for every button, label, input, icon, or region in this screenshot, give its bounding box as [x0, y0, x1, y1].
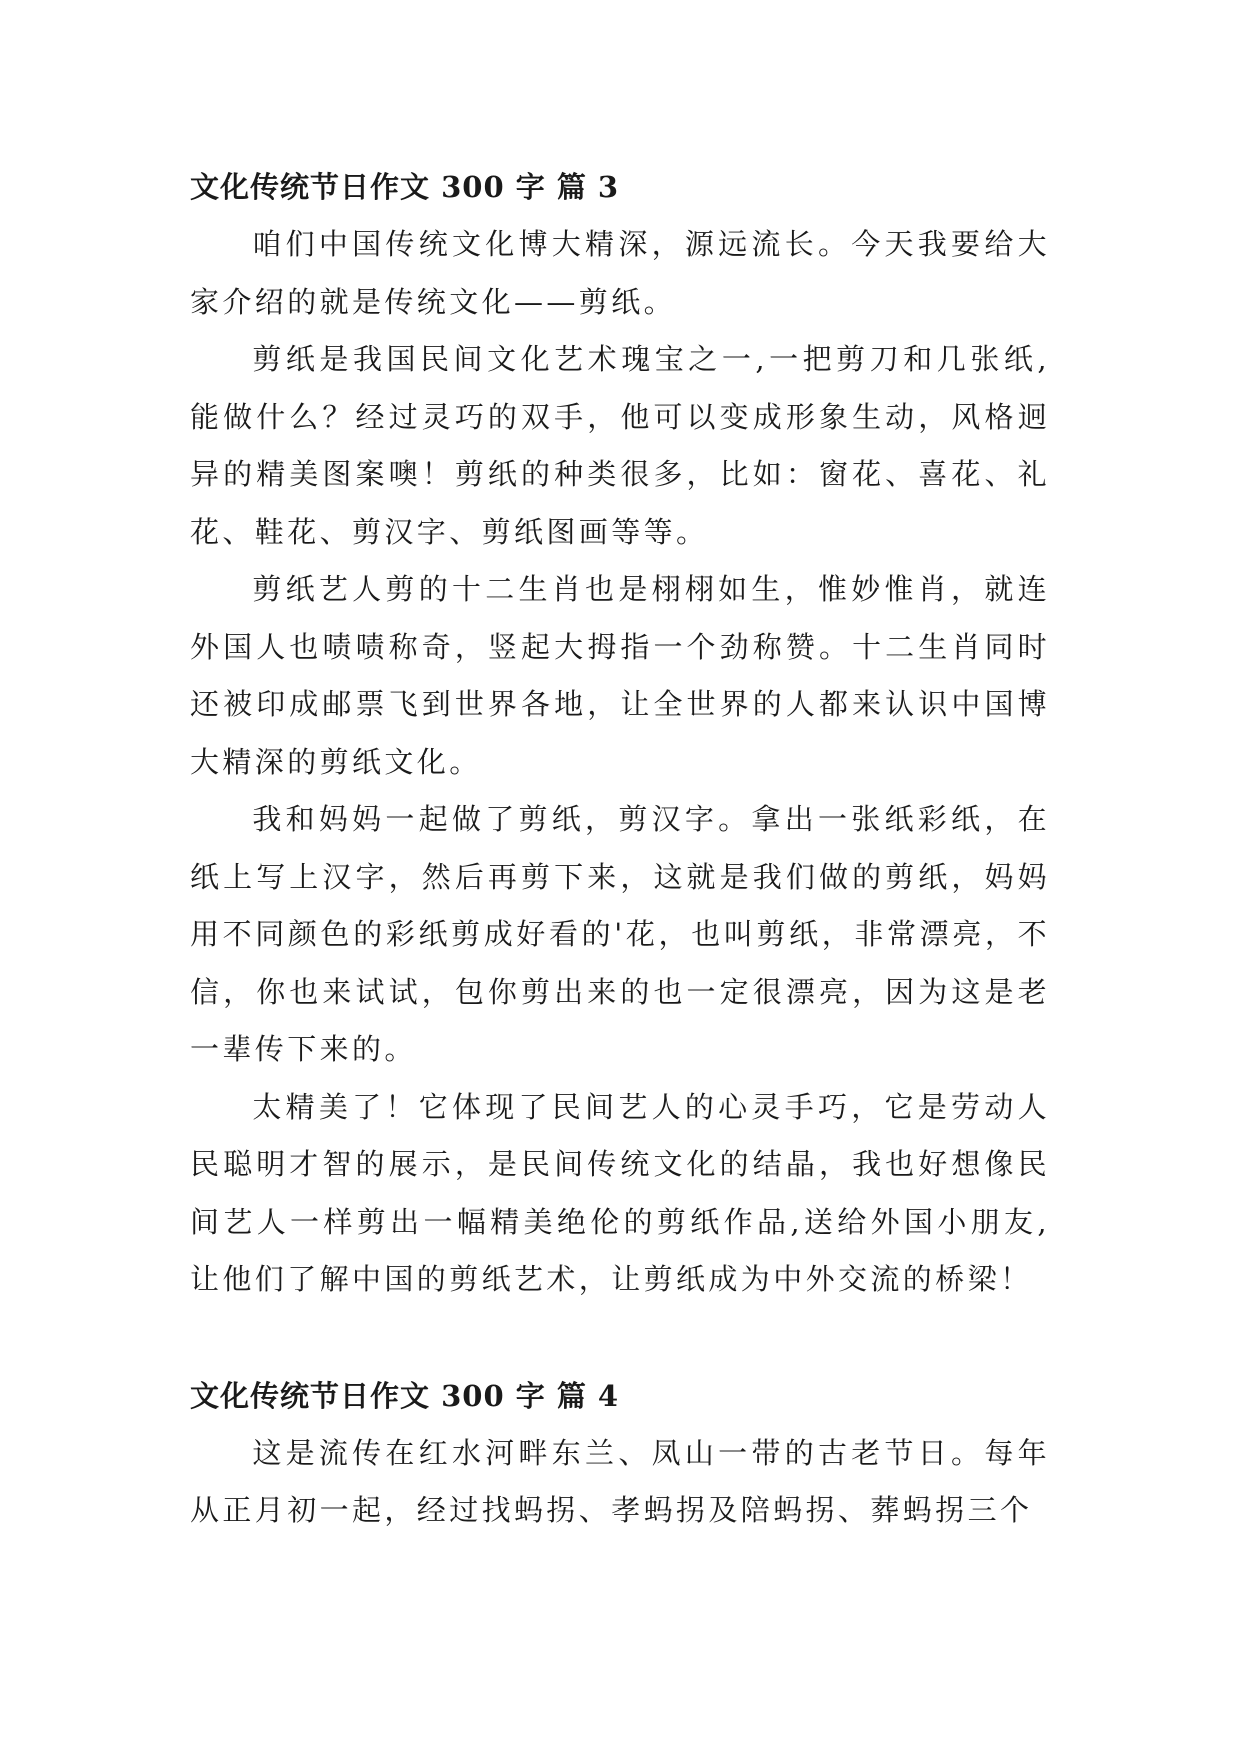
- essay-paragraph: 太精美了！它体现了民间艺人的心灵手巧，它是劳动人民聪明才智的展示，是民间传统文化的结晶，我也好想像民间艺人一样剪出一幅精美绝伦的剪纸作品,送给外国小朋友,让他们了解中国的剪纸艺术，让剪纸成为中外交流的桥梁！: [190, 1089, 1050, 1296]
- essay-section-4: [190, 1367, 1050, 1540]
- essay-heading: 文化传统节日作文 300 字 篇 3: [190, 170, 620, 204]
- essay-paragraph: 剪纸是我国民间文化艺术瑰宝之一,一把剪刀和几张纸,能做什么？经过灵巧的双手，他可以变成形象生动，风格迥异的精美图案噢！剪纸的种类很多，比如：窗花、喜花、礼花、鞋花、剪汉字、剪纸图画等等。: [190, 342, 1050, 549]
- essay-section-3: [190, 158, 1050, 1309]
- essay-paragraph: 这是流传在红水河畔东兰、凤山一带的古老节日。每年从正月初一起，经过找蚂拐、孝蚂拐及陪蚂拐、葬蚂拐三个: [190, 1435, 1050, 1527]
- essay-heading: 文化传统节日作文 300 字 篇 4: [190, 1378, 620, 1413]
- essay-paragraph: 咱们中国传统文化博大精深，源远流长。今天我要给大家介绍的就是传统文化——剪纸。: [190, 227, 1050, 319]
- essay-paragraph: 剪纸艺人剪的十二生肖也是栩栩如生，惟妙惟肖，就连外国人也啧啧称奇，竖起大拇指一个劲称赞。十二生肖同时还被印成邮票飞到世界各地，让全世界的人都来认识中国博大精深的剪纸文化。: [190, 572, 1050, 779]
- document-body: [190, 158, 1050, 1540]
- section-spacer: [190, 1309, 1050, 1367]
- essay-paragraph: 我和妈妈一起做了剪纸，剪汉字。拿出一张纸彩纸，在纸上写上汉字，然后再剪下来，这就是我们做的剪纸，妈妈用不同颜色的彩纸剪成好看的'花，也叫剪纸，非常漂亮，不信，你也来试试，包你剪出来的也一定很漂亮，因为这是老一辈传下来的。: [190, 802, 1050, 1066]
